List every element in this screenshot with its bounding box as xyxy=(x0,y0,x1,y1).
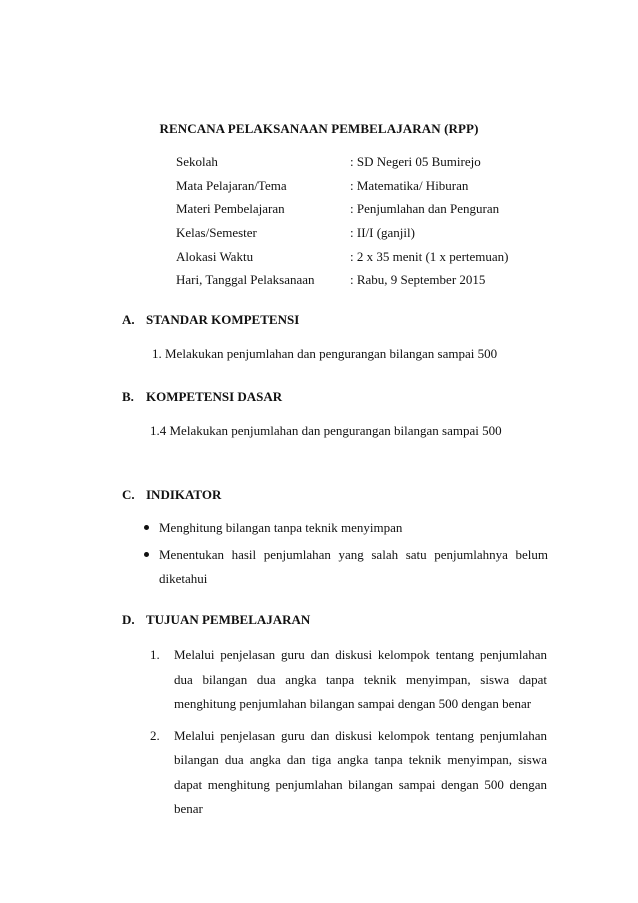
item-number: 2. xyxy=(150,727,160,743)
info-row-subject xyxy=(176,178,509,202)
info-label: Kelas/Semester xyxy=(176,225,257,241)
bullet-icon xyxy=(144,552,149,557)
item-number: 1. xyxy=(150,647,160,662)
section-title: KOMPETENSI DASAR xyxy=(146,389,283,404)
info-row-class xyxy=(176,225,509,249)
section-d-heading xyxy=(122,612,310,628)
indicator-text: Menentukan hasil penjumlahan yang salah satu penjumlahnya belum diketahui xyxy=(159,547,548,586)
section-c-heading xyxy=(122,487,221,503)
info-value: : 2 x 35 menit (1 x pertemuan) xyxy=(350,248,509,264)
info-label: Alokasi Waktu xyxy=(176,248,254,264)
info-label: Mata Pelajaran/Tema xyxy=(176,177,287,193)
section-a-heading xyxy=(122,312,299,328)
list-item xyxy=(144,543,548,591)
info-label: Materi Pembelajaran xyxy=(176,201,285,217)
section-title: STANDAR KOMPETENSI xyxy=(146,312,300,327)
info-label: Sekolah xyxy=(176,154,218,169)
document-title: RENCANA PELAKSANAAN PEMBELAJARAN (RPP) xyxy=(159,121,479,136)
section-letter: C. xyxy=(122,487,135,502)
info-value: : Matematika/ Hiburan xyxy=(350,177,469,193)
section-letter: B. xyxy=(122,389,134,404)
info-row-school xyxy=(176,154,509,178)
basic-competence-item: 1.4 Melakukan penjumlahan dan pengurangan bilangan sampai 500 xyxy=(150,423,502,438)
objective-list xyxy=(150,643,547,822)
objective-text: Melalui penjelasan guru dan diskusi kelompok tentang penjumlahan dua bilangan dua angka tanpa teknik menyimpan, siswa dapat menghitung penjumlahan bilangan sampai dengan 500 dengan benar xyxy=(174,647,547,711)
info-value: : Rabu, 9 September 2015 xyxy=(350,272,486,288)
info-value: : SD Negeri 05 Bumirejo xyxy=(350,154,481,169)
indicator-list xyxy=(144,516,548,591)
info-row-date xyxy=(176,272,509,296)
bullet-icon xyxy=(144,525,149,530)
info-row-material xyxy=(176,201,509,225)
info-value: : II/I (ganjil) xyxy=(350,225,415,241)
info-label: Hari, Tanggal Pelaksanaan xyxy=(176,272,315,288)
section-b-heading xyxy=(122,389,282,405)
list-item xyxy=(150,724,547,822)
list-item xyxy=(144,516,548,540)
standard-competence-item: 1. Melakukan penjumlahan dan pengurangan bilangan sampai 500 xyxy=(152,346,498,361)
indicator-text: Menghitung bilangan tanpa teknik menyimpan xyxy=(159,520,403,535)
section-title: INDIKATOR xyxy=(146,487,222,502)
identity-table xyxy=(176,154,509,296)
info-row-time xyxy=(176,249,509,273)
section-title: TUJUAN PEMBELAJARAN xyxy=(146,612,311,627)
info-value: : Penjumlahan dan Penguran xyxy=(350,201,500,217)
section-letter: A. xyxy=(122,312,135,327)
list-item xyxy=(150,643,547,717)
section-letter: D. xyxy=(122,612,135,627)
objective-text: Melalui penjelasan guru dan diskusi kelompok tentang penjumlahan bilangan dua angka dan tiga angka tanpa teknik menyimpan, siswa dapat menghitung penjumlahan bilangan sampai dengan 500 dengan benar xyxy=(174,727,547,816)
